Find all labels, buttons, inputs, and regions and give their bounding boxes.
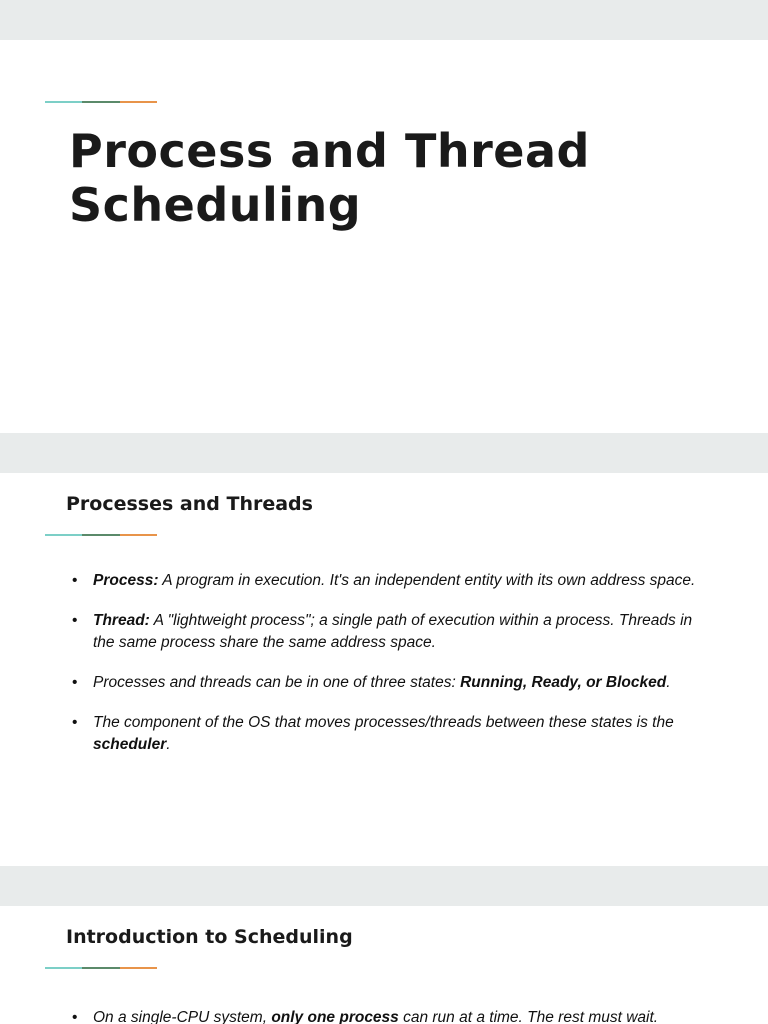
bullet-icon: • [72,572,78,589]
bullet-term: Thread: [93,612,150,629]
bullet-term: Process: [93,572,159,589]
accent-segment-orange [120,534,157,536]
bullet-text: On a single-CPU system, [93,1009,272,1024]
accent-segment-orange [120,101,157,103]
bullet-text: A program in execution. It's an independent entity with its own address space. [158,572,696,589]
bullet-tail: . [166,736,171,753]
slide-title: Introduction to Scheduling [66,926,353,948]
accent-segment-teal [45,534,82,536]
title-slide [0,40,768,433]
slide-gap [0,866,768,906]
bullet-item [72,712,698,756]
bullet-item [72,570,698,592]
bullet-icon: • [72,674,78,691]
accent-line [45,967,157,969]
slide-gap [0,0,768,40]
bullet-emphasis: scheduler [93,736,167,753]
accent-segment-teal [45,967,82,969]
bullet-icon: • [72,714,78,731]
accent-line [45,534,157,536]
bullet-icon: • [72,612,78,629]
bullet-text: The component of the OS that moves processes/threads between these states is the [93,714,674,731]
bullet-emphasis: only one process [271,1009,399,1024]
presentation-title: Process and Thread Scheduling [69,124,590,232]
bullet-tail: . [666,674,671,691]
bullet-item [72,1007,698,1024]
accent-segment-orange [120,967,157,969]
accent-segment-teal [45,101,82,103]
bullet-emphasis: Running, Ready, or Blocked [460,674,667,691]
bullet-text: Processes and threads can be in one of three states: [93,674,461,691]
accent-segment-green [82,534,119,536]
bullet-list [72,570,698,774]
bullet-tail: can run at a time. The rest must wait. [398,1009,659,1024]
bullet-list [72,1007,698,1024]
bullet-item [72,672,698,694]
bullet-text: A "lightweight process"; a single path of execution within a process. Threads in the same process share the same address space. [93,612,693,651]
slide-gap [0,433,768,473]
slide-processes-and-threads [0,473,768,866]
bullet-item [72,610,698,654]
accent-segment-green [82,967,119,969]
slide-introduction-to-scheduling [0,906,768,1024]
accent-segment-green [82,101,119,103]
bullet-icon: • [72,1009,78,1024]
accent-line [45,101,157,103]
slide-title: Processes and Threads [66,493,313,515]
